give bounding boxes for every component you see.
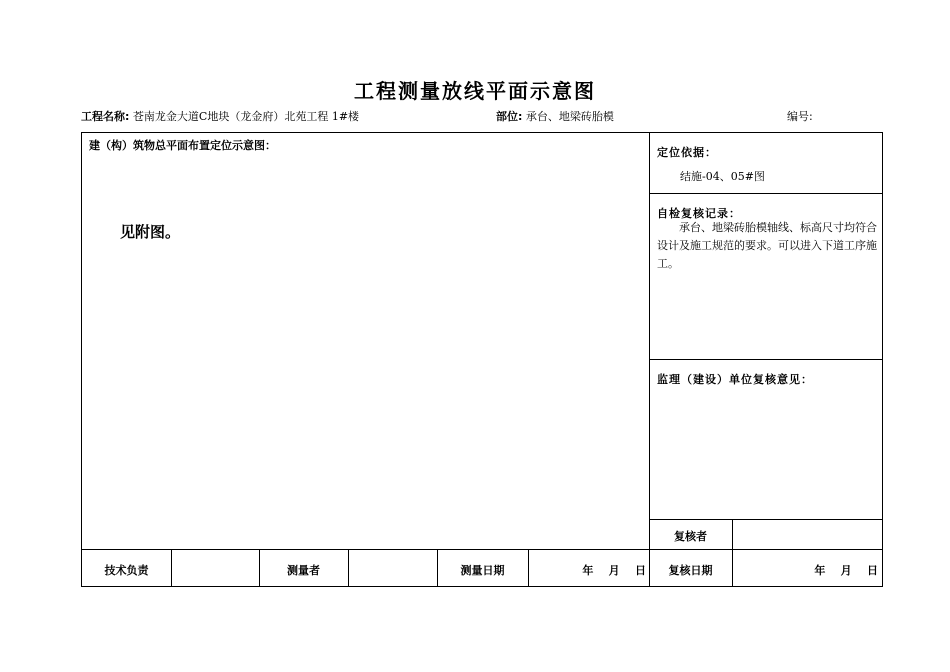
see-attachment-text: 见附图。 [120, 223, 181, 241]
project-name-label: 工程名称: [81, 110, 130, 123]
review-date-value: 年 月 日 [814, 564, 878, 577]
part-value: 承台、地梁砖胎模 [525, 110, 614, 123]
project-name-row [81, 108, 359, 124]
survey-date-label: 测量日期 [460, 564, 505, 577]
right-divider-2 [649, 359, 883, 360]
part-row [496, 108, 614, 124]
reviewer-divider [732, 519, 733, 549]
footer-top-line [82, 549, 883, 550]
right-divider-3 [649, 519, 883, 520]
part-label: 部位: [496, 110, 523, 123]
surveyor-label: 测量者 [287, 564, 320, 577]
project-name-value: 苍南龙金大道C地块（龙金府）北苑工程 1#楼 [132, 110, 360, 123]
layout-heading: 建（构）筑物总平面布置定位示意图： [89, 139, 276, 152]
form-table [81, 132, 883, 587]
footer-col-3 [348, 549, 349, 587]
review-date-label: 复核日期 [668, 564, 713, 577]
footer-col-1 [171, 549, 172, 587]
selfcheck-label: 自检复核记录： [657, 207, 741, 220]
survey-date-value: 年 月 日 [582, 564, 646, 577]
right-divider-1 [649, 193, 883, 194]
supervision-label: 监理（建设）单位复核意见： [657, 373, 813, 386]
number-label: 编号: [787, 110, 813, 123]
reviewer-label: 复核者 [674, 530, 707, 543]
selfcheck-text: 承台、地梁砖胎模轴线、标高尺寸均符合设计及施工规范的要求。可以进入下道工序施工。 [657, 221, 877, 270]
basis-label: 定位依据： [657, 146, 717, 159]
document-title: 工程测量放线平面示意图 [354, 79, 596, 103]
tech-lead-label: 技术负责 [104, 564, 149, 577]
basis-value: 结施-04、05#图 [680, 170, 765, 183]
panel-divider [649, 133, 650, 549]
